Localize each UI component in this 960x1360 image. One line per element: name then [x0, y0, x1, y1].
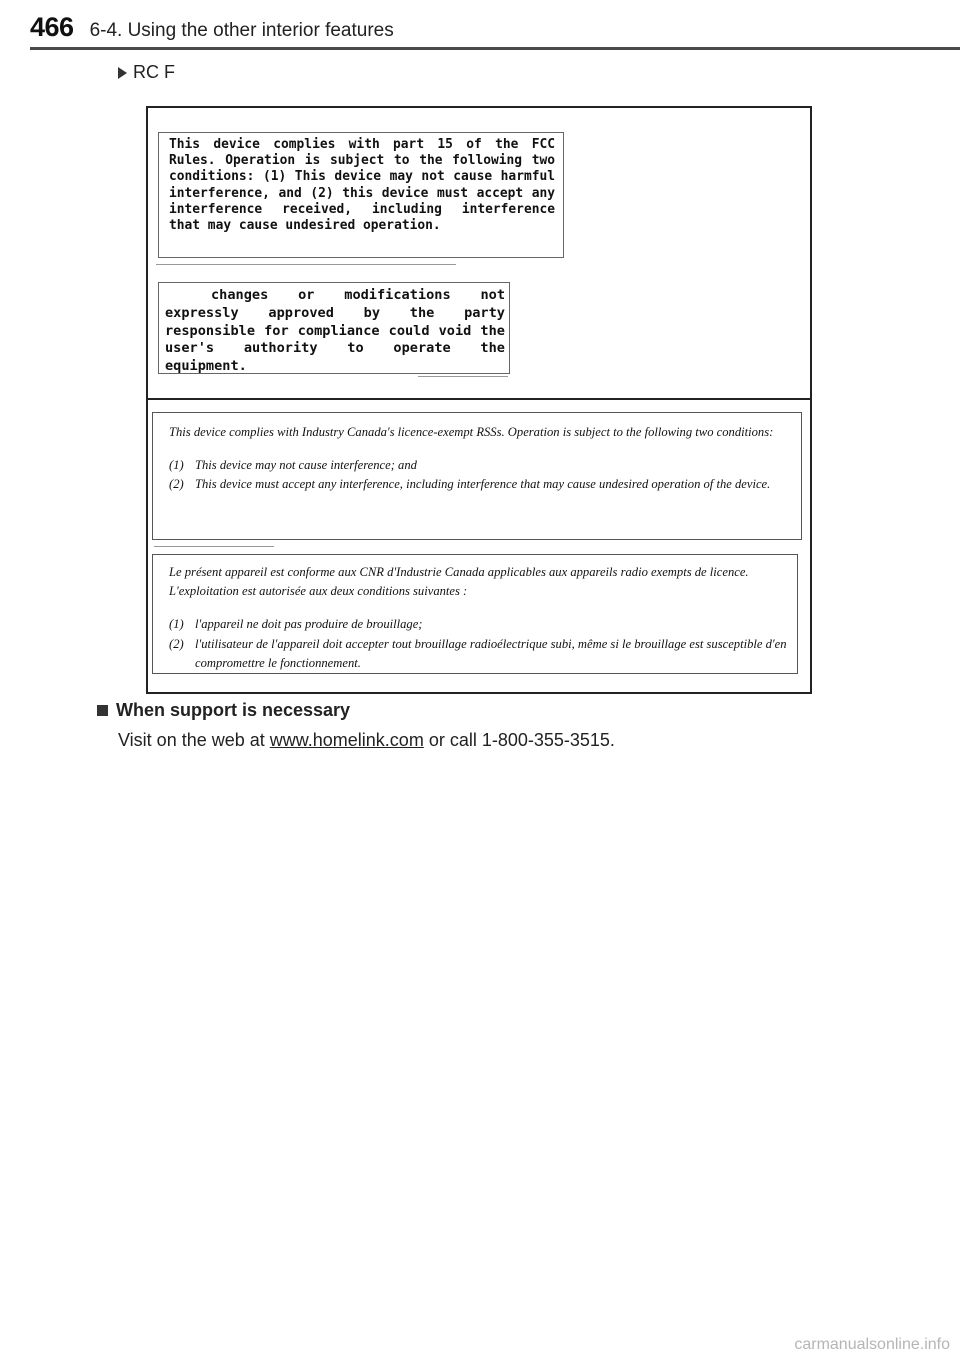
homelink-link[interactable]: www.homelink.com — [269, 730, 424, 750]
ic-english-item: (2) This device must accept any interference, including interference that may cause undesired operation of the device. — [169, 477, 771, 492]
page-header — [30, 12, 394, 46]
page-number: 466 — [30, 12, 74, 42]
support-text-after: or call 1-800-355-3515. — [423, 730, 615, 750]
stray-rule — [156, 264, 456, 265]
ic-french-intro: Le présent appareil est conforme aux CNR d'Industrie Canada applicables aux appareils radio exempts de licence. L'exploitation est autorisée aux deux conditions suivantes : — [169, 565, 749, 599]
model-label — [118, 62, 175, 83]
stray-rule — [154, 546, 274, 547]
watermark: carmanualsonline.info — [794, 1336, 950, 1353]
ic-french-box — [152, 554, 798, 674]
section-title: 6-4. Using the other interior features — [89, 20, 394, 41]
support-heading-text: When support is necessary — [116, 700, 351, 720]
fcc-warning-box: changes or modifications not expressly approved by the party responsible for compliance could void the user's authority to operate the equipment. — [158, 282, 510, 374]
triangle-bullet-icon — [118, 67, 127, 79]
support-heading — [97, 700, 350, 721]
ic-english-intro: This device complies with Industry Canada's licence-exempt RSSs. Operation is subject to the following two conditions: — [169, 425, 774, 439]
ic-english-item: (1) This device may not cause interference; and — [169, 458, 417, 473]
ic-english-box — [152, 412, 802, 540]
fcc-statement-box: This device complies with part 15 of the FCC Rules. Operation is subject to the following two conditions: (1) This device may not cause harmful interference, and (2) this device must accept any interference received, including interference that may cause undesired operation. — [158, 132, 564, 258]
ic-french-item: (2) l'utilisateur de l'appareil doit accepter tout brouillage radioélectrique subi, même si le brouillage est susceptible d'en compromettre le fonctionnement. — [169, 636, 787, 670]
stray-rule — [418, 376, 508, 377]
ic-french-item: (1) l'appareil ne doit pas produire de brouillage; — [169, 617, 423, 632]
model-label-text: RC F — [133, 62, 175, 82]
header-rule — [30, 47, 960, 50]
square-bullet-icon — [97, 705, 108, 716]
label-divider — [148, 398, 810, 400]
support-text — [118, 730, 615, 751]
compliance-label-image — [146, 106, 812, 694]
support-text-before: Visit on the web at — [118, 730, 270, 750]
